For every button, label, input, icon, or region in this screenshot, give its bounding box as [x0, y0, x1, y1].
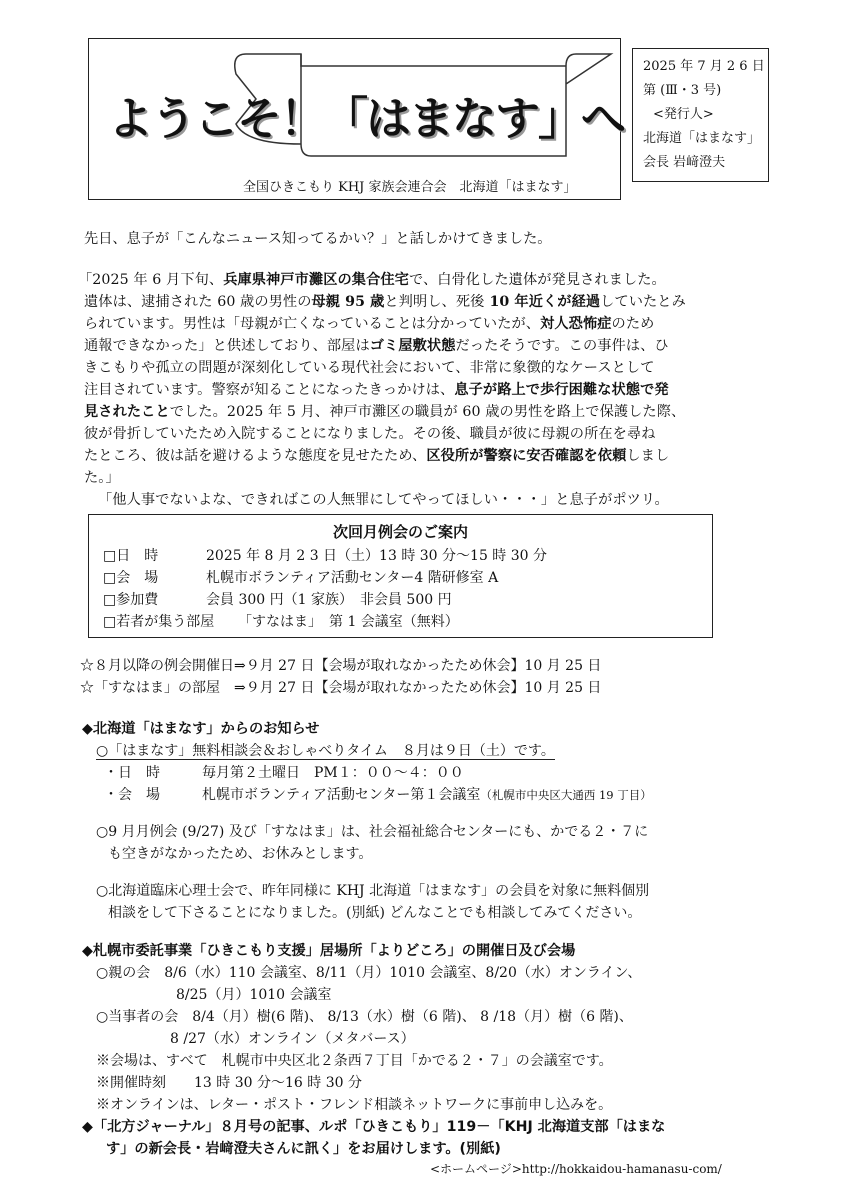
- notice-line: も空きがなかったため、お休みとします。: [108, 846, 373, 862]
- page-title: ようこそ！「はまなす」へ: [108, 92, 625, 145]
- sapporo-heading: ◆札幌市委託事業「ひきこもり支援」居場所「よりどころ」の開催日及び会場: [82, 943, 576, 959]
- meeting-row-venue: □会 場 札幌市ボランティア活動センター4 階研修室 A: [103, 570, 499, 586]
- sapporo-note: ※開催時刻 13 時 30 分～16 時 30 分: [96, 1075, 362, 1091]
- sapporo-note: ※オンラインは、レター・ポスト・フレンド相談ネットワークに事前申し込みを。: [96, 1097, 613, 1113]
- sapporo-line: 8/25（月）1010 会議室: [176, 987, 332, 1003]
- news-line: 通報できなかった」と供述しており、部屋はゴミ屋敷状態だったそうです。この事件は、ひ: [84, 338, 669, 354]
- org-subtitle: 全国ひきこもり KHJ 家族会連合会 北海道「はまなす」: [243, 180, 577, 195]
- intro-text: 先日、息子が「こんなニュース知ってるかい？」と話しかけてきました。: [84, 231, 552, 247]
- news-line: きこもりや孤立の問題が深刻化している現代社会において、非常に象徴的なケースとして: [84, 360, 655, 376]
- article-line: す」の新会長・岩﨑澄夫さんに訊く」をお届けします。(別紙): [106, 1141, 501, 1157]
- publisher-president: 会長 岩﨑澄夫: [643, 155, 726, 170]
- schedule-line: ☆「すなはま」の部屋 ⇒９月 27 日【会場が取れなかったため休会】10 月 25 日: [80, 680, 602, 696]
- meeting-box: [88, 514, 713, 638]
- article-line: ◆「北方ジャーナル」８月号の記事、ルポ「ひきこもり」119－「KHJ 北海道支部「はまな: [82, 1119, 666, 1135]
- schedule-line: ☆８月以降の例会開催日⇒９月 27 日【会場が取れなかったため休会】10 月 25 日: [80, 658, 602, 674]
- notice-heading: ◆北海道「はまなす」からのお知らせ: [82, 721, 320, 737]
- publisher-org: 北海道「はまなす」: [643, 131, 761, 146]
- consult-time: ・日 時 毎月第２土曜日 PM１：００～４：００: [104, 765, 464, 781]
- meeting-title: 次回月例会のご案内: [332, 523, 468, 541]
- issue-date: 2025 年 7 月 2 6 日: [643, 59, 765, 74]
- news-line: られています。男性は「母親が亡くなっていることは分かっていたが、対人恐怖症のため: [84, 316, 655, 332]
- meeting-row-date: □日 時 2025 年 8 月 2 3 日（土）13 時 30 分～15 時 30 分: [103, 548, 548, 564]
- news-line: 「他人事でないよな、できればこの人無罪にしてやってほしい・・・」と息子がポツリ。: [98, 492, 669, 508]
- meeting-row-fee: □参加費 会員 300 円（1 家族） 非会員 500 円: [103, 592, 452, 608]
- notice-line: 相談をして下さることになりました。(別紙) どんなことでも相談してみてください。: [108, 905, 642, 921]
- news-line: た。」: [84, 470, 120, 486]
- sapporo-note: ※会場は、すべて 札幌市中央区北２条西７丁目「かでる２・７」の会議室です。: [96, 1053, 613, 1069]
- news-line: 「2025 年 6 月下旬、兵庫県神戸市灘区の集合住宅で、白骨化した遺体が発見されました。: [78, 272, 666, 288]
- news-line: 彼が骨折していたため入院することになりました。その後、職員が彼に母親の所在を尋ね: [84, 426, 656, 442]
- issue-number: 第 (Ⅲ・3 号): [643, 83, 722, 98]
- news-line: 遺体は、逮捕された 60 歳の男性の母親 95 歳と判明し、死後 10 年近くが経過していたとみ: [84, 294, 686, 310]
- issue-info-box: [632, 48, 769, 182]
- notice-line: ○9 月月例会 (9/27) 及び「すなはま」は、社会福祉総合センターにも、かでる２・７に: [96, 824, 649, 840]
- notice-line: ○北海道臨床心理士会で、昨年同様に KHJ 北海道「はまなす」の会員を対象に無料個別: [96, 883, 650, 899]
- news-line: 注目されています。警察が知ることになったきっかけは、息子が路上で歩行困難な状態で発: [84, 382, 669, 398]
- sapporo-line: ○当事者の会 8/4（月）樹(6 階)、 8/13（水）樹（6 階)、 8 /18（月）樹（6 階)、: [96, 1009, 633, 1025]
- news-line: たところ、彼は話を避けるような態度を見せたため、区役所が警察に安否確認を依頼しまし: [84, 448, 670, 464]
- sapporo-line: 8 /27（水）オンライン（メタバース）: [170, 1031, 415, 1047]
- homepage-link[interactable]: <ホームページ>http://hokkaidou-hamanasu-com/: [430, 1162, 722, 1176]
- meeting-row-youth-room: □若者が集う部屋 「すなはま」 第 1 会議室（無料）: [103, 614, 459, 630]
- publisher-label: <発行人>: [653, 107, 714, 122]
- consult-line: ○「はまなす」無料相談会＆おしゃべりタイム ８月は９日（土）です。: [96, 743, 555, 759]
- consult-place: ・会 場 札幌市ボランティア活動センター第１会議室（札幌市中央区大通西 19 丁目）: [104, 787, 652, 803]
- news-line: 見されたことでした。2025 年 5 月、神戸市灘区の職員が 60 歳の男性を路上で保護した際、: [84, 404, 686, 420]
- sapporo-line: ○親の会 8/6（水）110 会議室、8/11（月）1010 会議室、8/20（水）オンライン、: [96, 965, 642, 981]
